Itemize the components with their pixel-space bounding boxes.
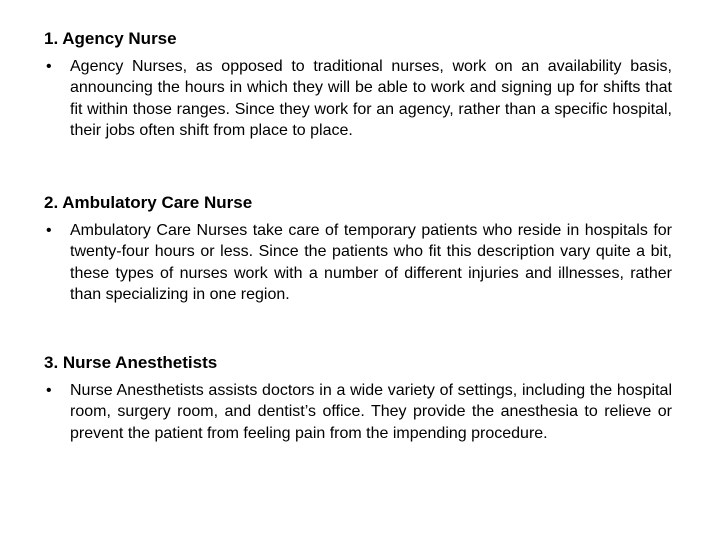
- section-heading: 3. Nurse Anesthetists: [44, 353, 218, 372]
- bullet-item: [44, 380, 672, 444]
- section-heading: 2. Ambulatory Care Nurse: [44, 193, 253, 212]
- bullet-item: [44, 220, 672, 306]
- section-heading: 1. Agency Nurse: [44, 29, 177, 48]
- bullet-text: Nurse Anesthetists assists doctors in a wide variety of settings, including the hospital room, surgery room, and dentist’s office. They provide the anesthesia to relieve or prevent the patient from feeling pain from the impending procedure.: [70, 382, 672, 442]
- bullet-icon: •: [46, 222, 52, 239]
- bullet-icon: •: [46, 58, 52, 75]
- bullet-item: [44, 56, 672, 142]
- section-agency-nurse: [44, 28, 672, 142]
- section-ambulatory-care-nurse: [44, 192, 672, 306]
- section-nurse-anesthetists: [44, 352, 672, 444]
- bullet-icon: •: [46, 382, 52, 399]
- bullet-text: Ambulatory Care Nurses take care of temporary patients who reside in hospitals for twenty-four hours or less. Since the patients who fit this description vary quite a bit, these types of nurses work with a number of different injuries and illnesses, rather than specializing in one region.: [70, 222, 672, 304]
- bullet-text: Agency Nurses, as opposed to traditional nurses, work on an availability basis, announcing the hours in which they will be able to work and signing up for shifts that fit within those ranges. Since they work for an agency, rather than a specific hospital, their jobs often shift from place to place.: [70, 58, 672, 140]
